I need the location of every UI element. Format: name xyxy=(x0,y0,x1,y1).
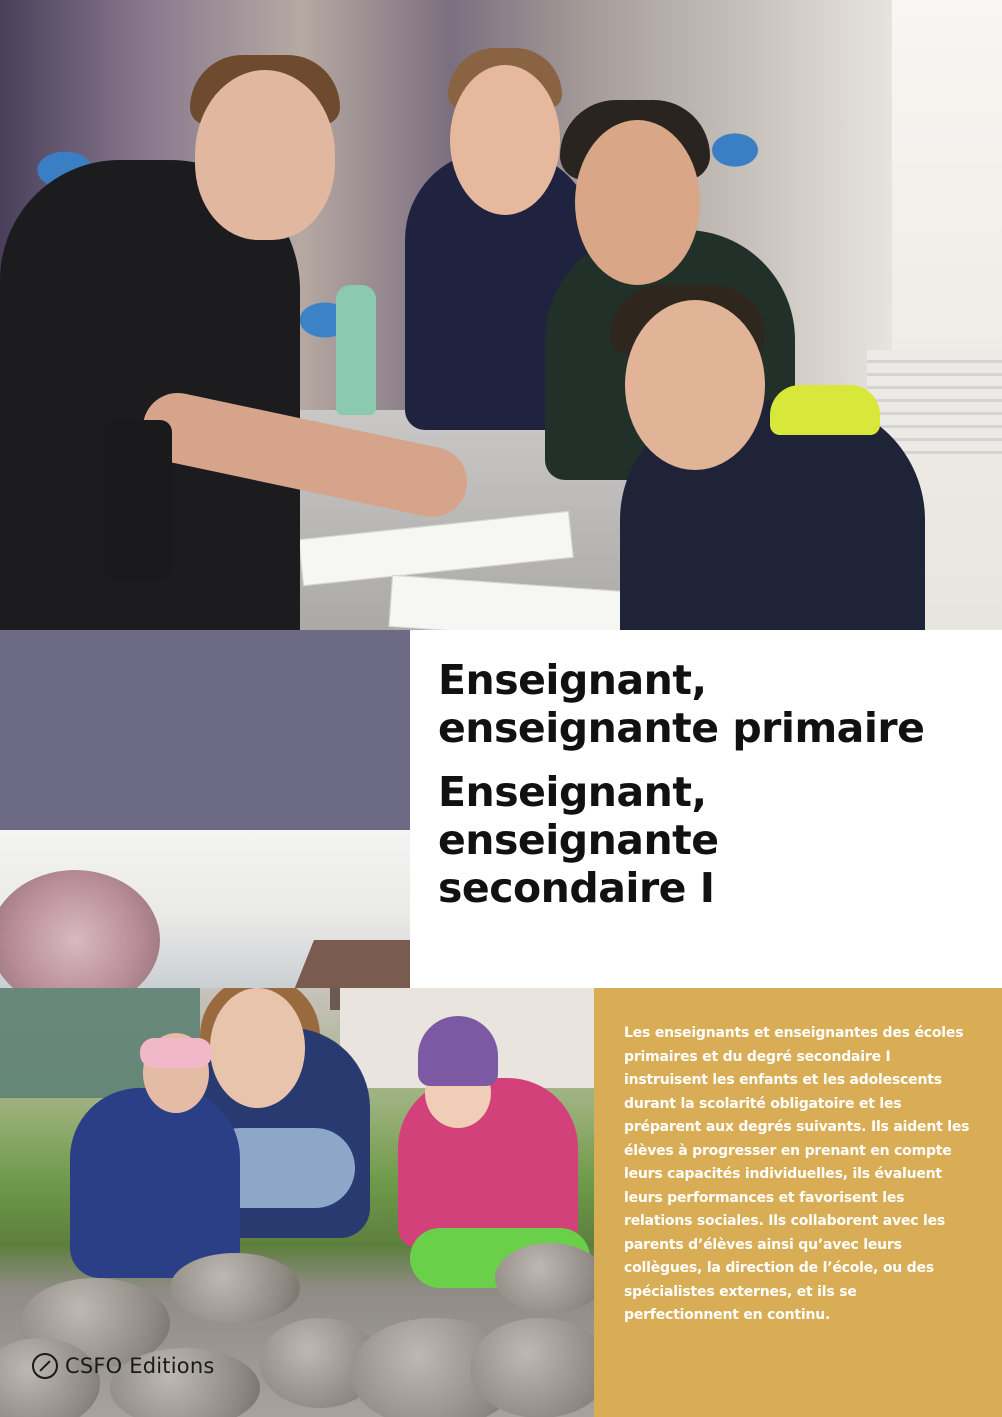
title-line: secondaire I xyxy=(438,864,715,912)
student-collar xyxy=(770,385,880,435)
student-head xyxy=(450,65,560,215)
title-line: enseignante primaire xyxy=(438,704,925,752)
child-headband xyxy=(140,1038,212,1068)
outdoor-photo-upper xyxy=(0,830,410,990)
blossom-tree xyxy=(0,870,160,990)
description-text: Les enseignants et enseignantes des écoles primaires et du degré secondaire I instruisent les enfants et les adolescents durant la scolarité obligatoire et les préparent aux degrés suivants. Ils aident les élèves à progresser en prenant en compte leurs capacités individuelles, ils évaluent leurs performances et favorisent les relations sociales. Ils collaborent avec les parents d’élèves ainsi qu’avec leurs collègues, la direction de l’école, ou des spécialistes externes, et ils se perfectionnent en continu. xyxy=(624,1025,970,1323)
title-line: Enseignant, xyxy=(438,656,707,704)
title-line: enseignante xyxy=(438,816,719,864)
stone xyxy=(495,1243,594,1313)
classroom-photo xyxy=(0,0,1002,630)
house-roof xyxy=(290,940,410,990)
compass-logo-icon xyxy=(32,1353,58,1379)
teacher-head xyxy=(195,70,335,240)
child-hat xyxy=(418,1016,498,1086)
water-bottle xyxy=(104,420,172,580)
stone xyxy=(470,1318,594,1417)
grey-color-block xyxy=(0,630,410,830)
publisher-name: CSFO Editions xyxy=(65,1354,215,1378)
stone xyxy=(170,1253,300,1323)
teacher-head xyxy=(210,988,305,1108)
student-head xyxy=(575,120,700,285)
publisher-logo xyxy=(32,1348,214,1384)
page-title xyxy=(438,656,988,912)
title-line: Enseignant, xyxy=(438,768,707,816)
student-head xyxy=(625,300,765,470)
child-figure xyxy=(70,1088,240,1278)
water-bottle xyxy=(336,285,376,415)
